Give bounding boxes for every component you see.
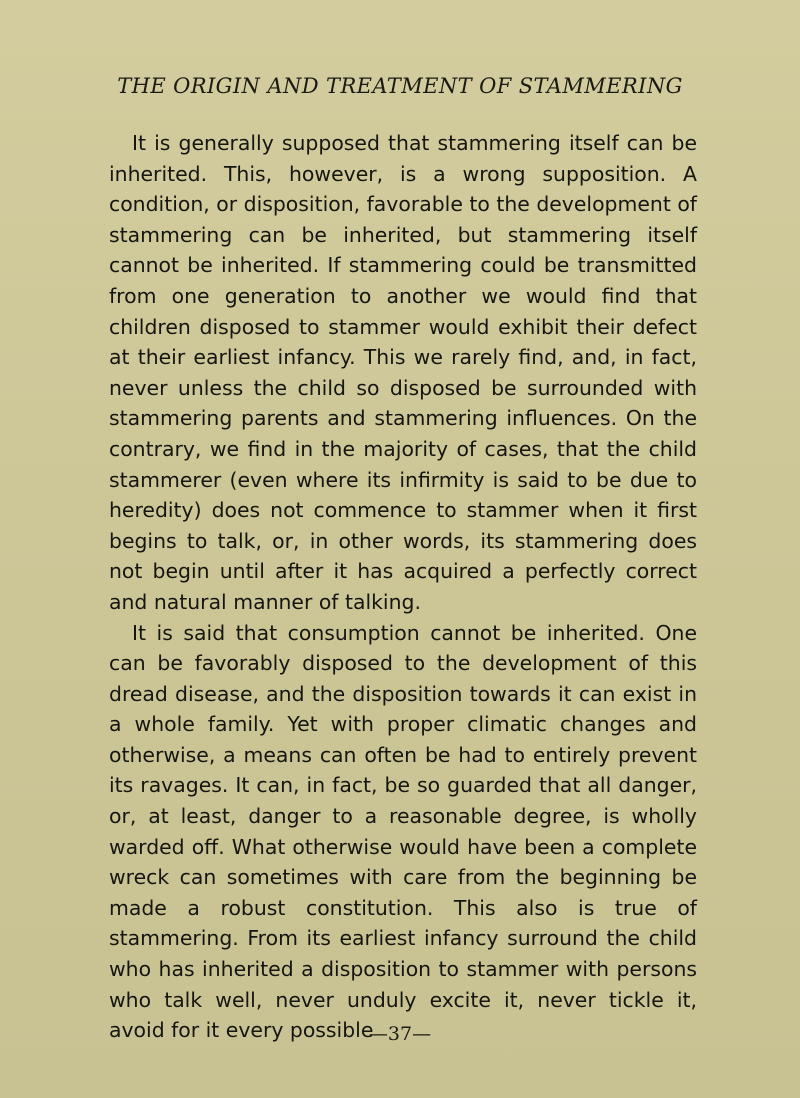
paragraph-heredity: It is generally supposed that stammering itself can be inherited. This, however, is a wrong supposition. A condition, or disposition, favorable to the development of stammering can be inherited, but stammering itself cannot be inherited. If stammering could be transmitted from one generation to another we would find that children disposed to stammer would exhibit their defect at their earliest infancy. This we rarely find, and, in fact, never unless the child so disposed be surrounded with stammering parents and stammering influences. On the contrary, we find in the majority of cases, that the child stammerer (even where its infirmity is said to be due to heredity) does not commence to stammer when it first begins to talk, or, in other words, its stammering does not begin until after it has acquired a perfectly correct and natural manner of talking.	[109, 131, 697, 614]
paragraph-consumption: It is said that consumption cannot be inherited. One can be favorably disposed to the development of this dread disease, and the disposition towards it can exist in a whole family. Yet with proper climatic changes and otherwise, a means can often be had to entirely prevent its ravages. It can, in fact, be so guarded that all danger, or, at least, danger to a reasonable degree, is wholly warded off. What otherwise would have been a complete wreck can sometimes with care from the beginning be made a robust constitution. This also is true of stammering. From its earliest infancy surround the child who has inherited a disposition to stammer with persons who talk well, never unduly excite it, never tickle it, avoid for it every possible	[109, 620, 697, 1043]
body-text	[109, 128, 697, 1046]
page-number: —37—	[368, 1023, 432, 1045]
running-head: THE ORIGIN AND TREATMENT OF STAMMERING	[117, 74, 683, 98]
